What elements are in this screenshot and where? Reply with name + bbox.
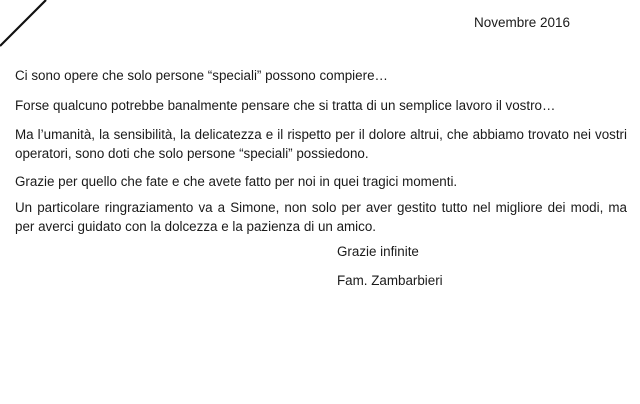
paragraph-4: Grazie per quello che fate e che avete fatto per noi in quei tragici momenti. [15, 174, 458, 189]
paragraph-3: Ma l’umanità, la sensibilità, la delicatezza e il rispetto per il dolore altrui, che abbiamo trovato nei vostri operatori, sono doti che solo persone “speciali” possiedono. [15, 127, 627, 161]
letter-date: Novembre 2016 [474, 15, 571, 30]
mourning-corner-stroke [0, 0, 60, 60]
closing-line: Grazie infinite [337, 244, 419, 259]
paragraph-2: Forse qualcuno potrebbe banalmente pensare che si tratta di un semplice lavoro il vostro… [15, 98, 556, 113]
signature: Fam. Zambarbieri [337, 273, 443, 288]
paragraph-1: Ci sono opere che solo persone “speciali” possono compiere… [15, 68, 388, 83]
paragraph-5: Un particolare ringraziamento va a Simone, non solo per aver gestito tutto nel migliore dei modi, ma per averci guidato con la dolcezza e la pazienza di un amico. [15, 200, 627, 234]
